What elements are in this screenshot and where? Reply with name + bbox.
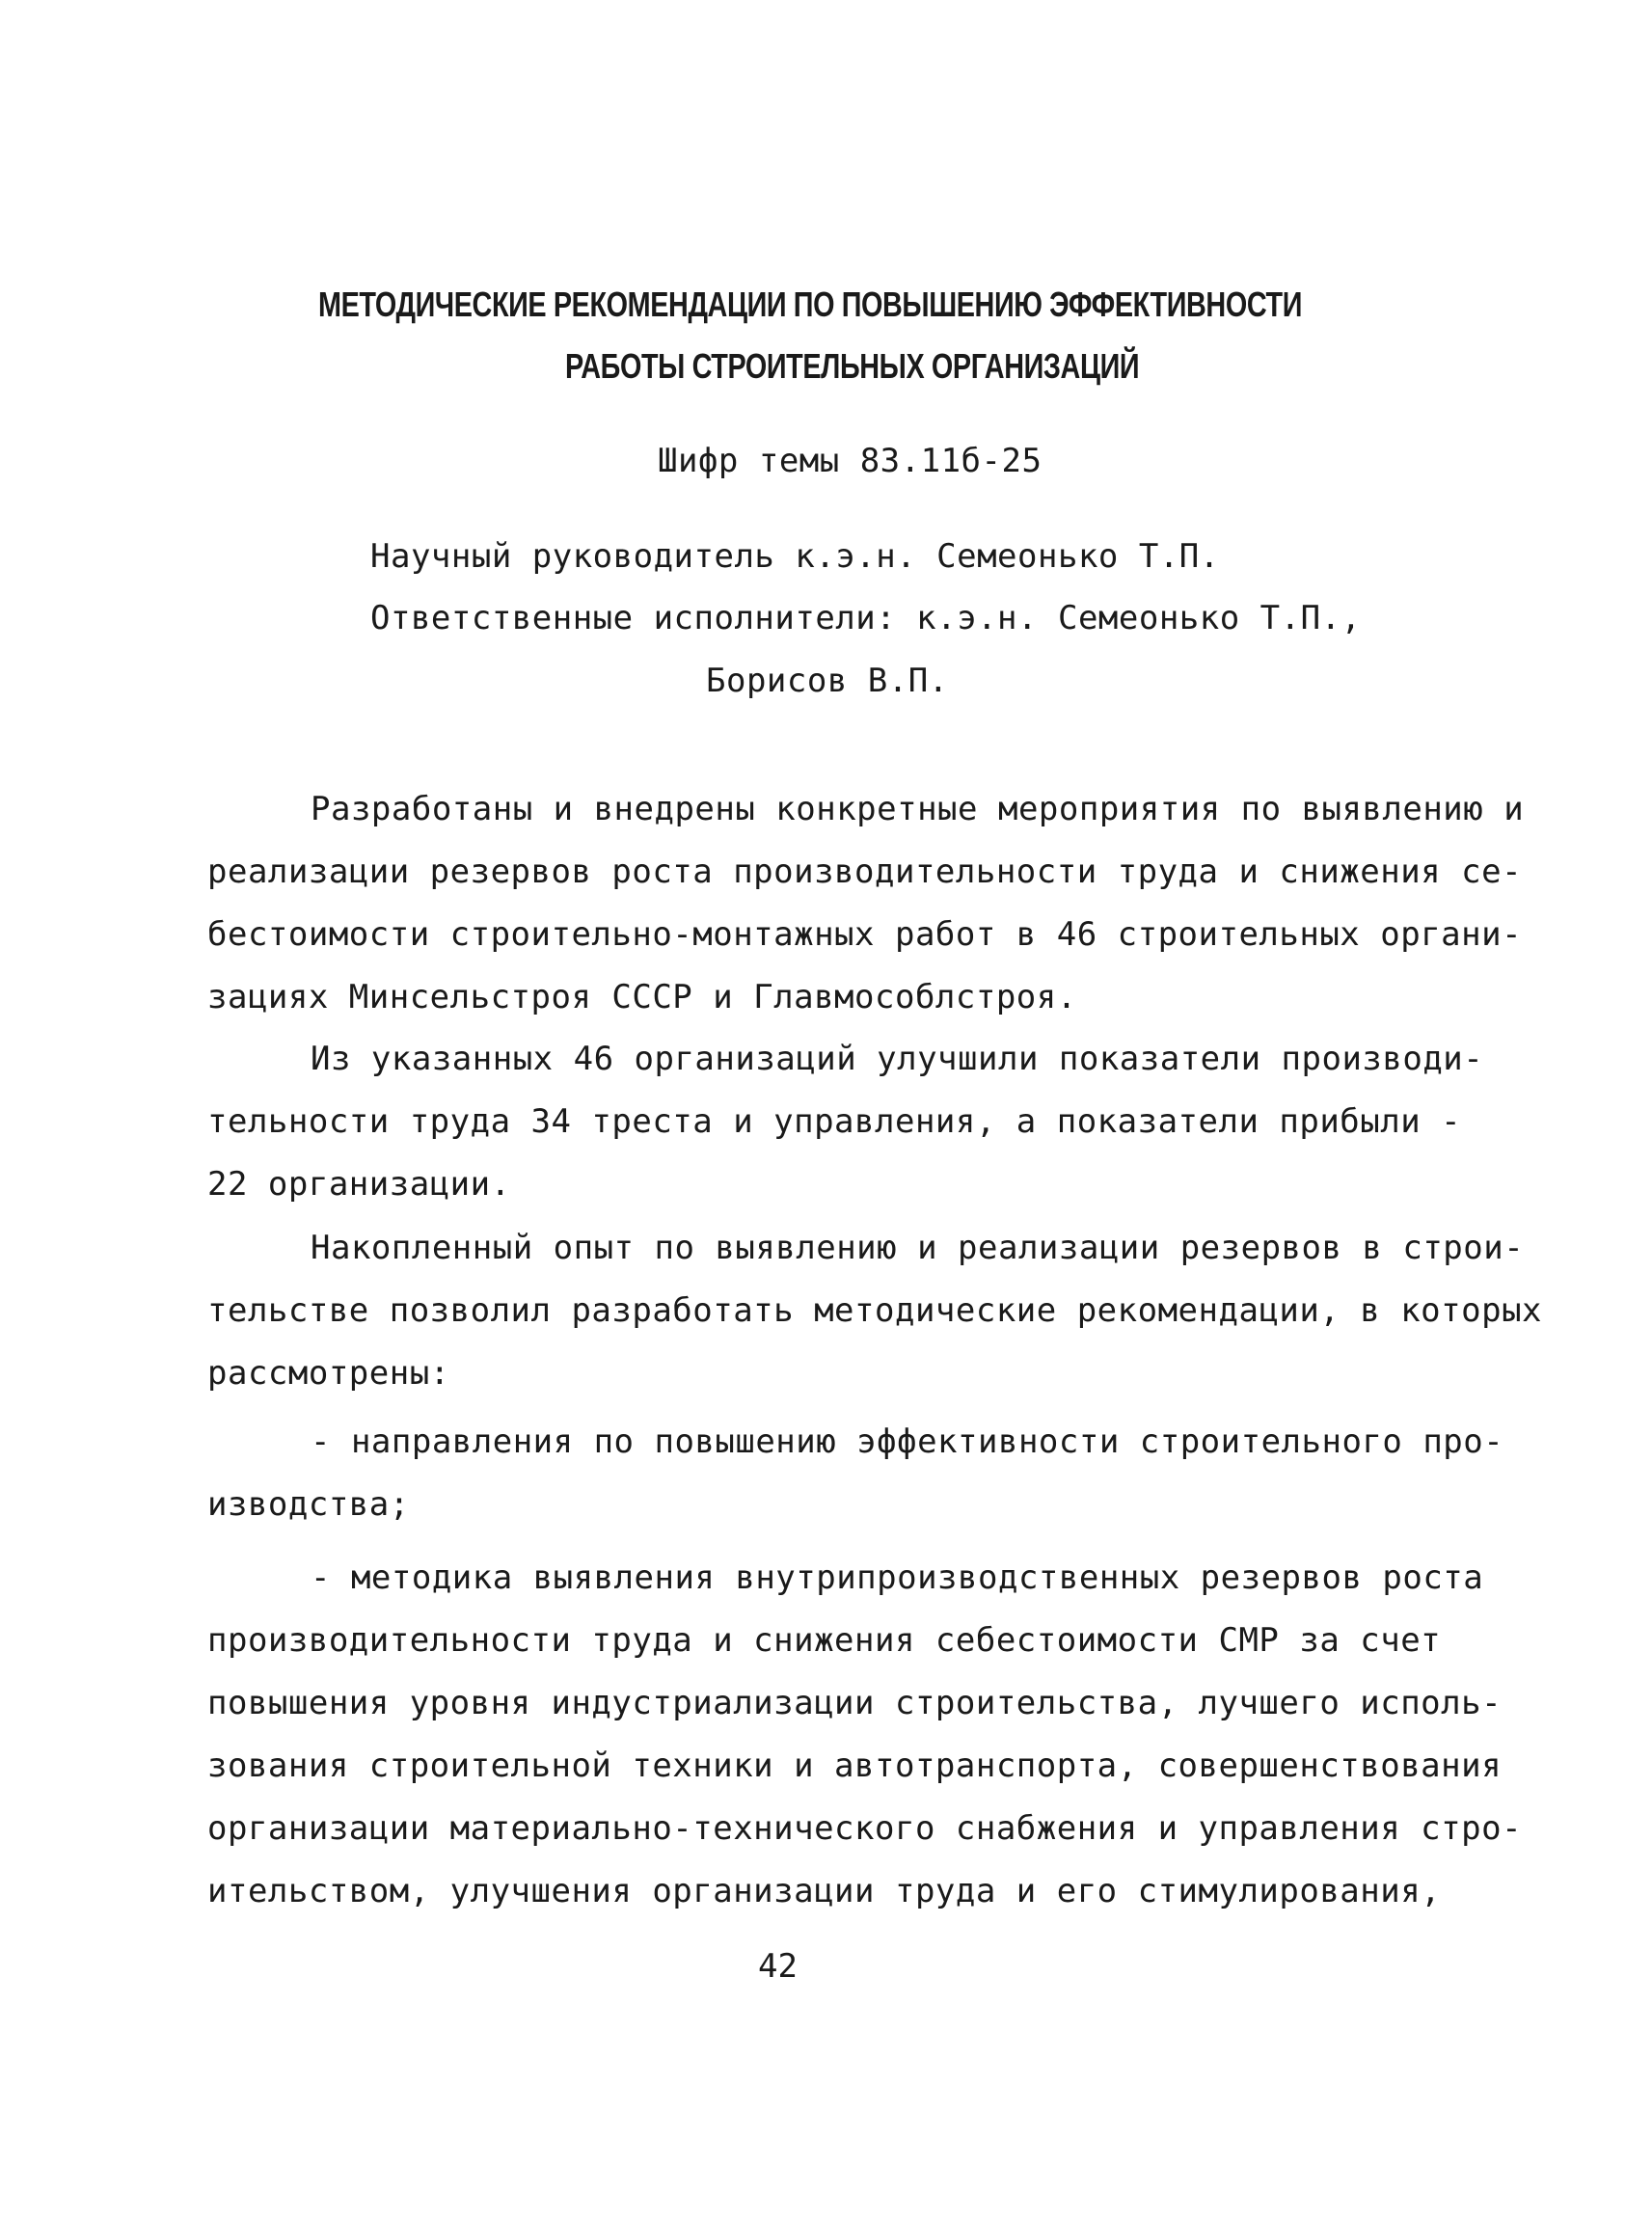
paragraph-2-line: Из указанных 46 организаций улучшили показатели производи- (311, 1040, 1484, 1078)
paragraph-3-line: Накопленный опыт по выявлению и реализации резервов в строи- (311, 1229, 1525, 1267)
paragraph-3-line: тельстве позволил разработать методические рекомендации, в которых (207, 1291, 1543, 1330)
paragraph-3-line: рассмотрены: (207, 1354, 450, 1393)
paragraph-1-line: реализации резервов роста производительности труда и снижения се- (207, 853, 1523, 891)
paragraph-1-line: Разработаны и внедрены конкретные мероприятия по выявлению и (311, 790, 1525, 828)
paragraph-5-line: ительством, улучшения организации труда и его стимулирования, (207, 1872, 1442, 1910)
paragraph-5-line: организации материально-технического снабжения и управления стро- (207, 1809, 1523, 1848)
paragraph-4-line: - направления по повышению эффективности строительного про- (311, 1422, 1504, 1461)
responsible-executors: Ответственные исполнители: к.э.н. Семеонько Т.П., (370, 599, 1362, 637)
page-number: 42 (758, 1947, 798, 1986)
paragraph-2-line: 22 организации. (207, 1165, 511, 1204)
title-line-1: МЕТОДИЧЕСКИЕ РЕКОМЕНДАЦИИ ПО ПОВЫШЕНИЮ ЭФФЕКТИВНОСТИ (318, 284, 1303, 324)
paragraph-5-line: повышения уровня индустриализации строительства, лучшего исполь- (207, 1684, 1503, 1722)
paragraph-5-line: - методика выявления внутрипроизводственных резервов роста (311, 1558, 1484, 1597)
paragraph-5-line: зования строительной техники и автотранспорта, совершенствования (207, 1747, 1503, 1785)
title-line-2: РАБОТЫ СТРОИТЕЛЬНЫХ ОРГАНИЗАЦИЙ (565, 346, 1140, 386)
scientific-supervisor: Научный руководитель к.э.н. Семеонько Т.П. (370, 537, 1220, 576)
paragraph-1-line: бестоимости строительно-монтажных работ в 46 строительных органи- (207, 915, 1523, 954)
paragraph-4-line: изводства; (207, 1485, 410, 1524)
theme-code: Шифр темы 83.11б-25 (658, 442, 1043, 480)
paragraph-2-line: тельности труда 34 треста и управления, а показатели прибыли - (207, 1102, 1462, 1141)
responsible-executors-cont: Борисов В.П. (706, 662, 949, 700)
paragraph-1-line: зациях Минсельстроя СССР и Главмособлстроя. (207, 978, 1077, 1016)
paragraph-5-line: производительности труда и снижения себестоимости СМР за счет (207, 1621, 1442, 1660)
